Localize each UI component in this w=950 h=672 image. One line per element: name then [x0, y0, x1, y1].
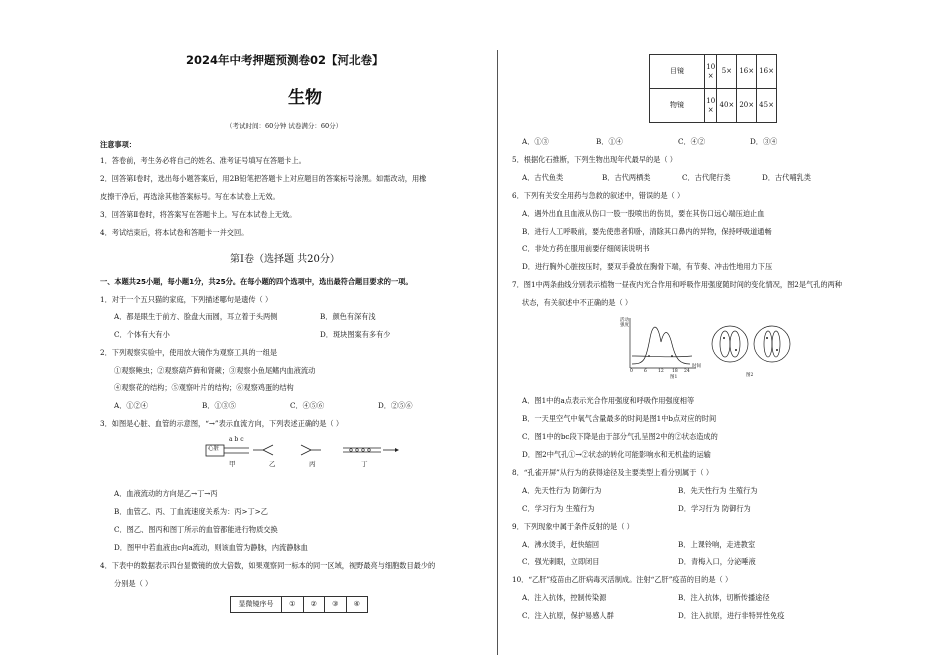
q9-option-c: C．强光刺眼，立即闭目: [522, 557, 600, 566]
q1-option-b: B．颜色有深有浅: [320, 312, 376, 321]
q7-fig1-tick-24: 24: [684, 369, 690, 374]
q7-fig1-tick-6: 6: [644, 369, 647, 374]
q1-option-d: D．斑块图案有多有少: [320, 330, 391, 339]
q4-objective-label: 物镜: [650, 89, 705, 123]
q8-option-b: B．先天性行为 生殖行为: [678, 486, 758, 495]
q7-option-a: A．图1中的a点表示光合作用强度和呼吸作用强度相等: [522, 396, 695, 405]
q3-label-ding: 丁: [361, 460, 368, 468]
note-2b: 皮擦干净后，再选涂其他答案标号。写在本试卷上无效。: [100, 192, 280, 201]
q4-th-4: ④: [346, 597, 368, 613]
q6-option-a: A．遇外出血且血液从伤口一股一股喷出的伤员，要在其伤口远心端压迫止血: [522, 209, 765, 218]
q4-option-a: A．①③: [522, 137, 549, 146]
q4-eyepiece-4: 16×: [757, 55, 777, 89]
q3-option-b: B．血管乙、丙、丁血流速度关系为：丙>丁>乙: [114, 507, 268, 516]
q8-stem: 8．“孔雀开屏”从行为的获得途径及主要类型上看分别属于（ ）: [512, 468, 714, 477]
q10-option-b: B．注入抗体，切断传播途径: [678, 593, 770, 602]
q9-option-d: D．青梅入口，分泌唾液: [678, 557, 756, 566]
q3-vessel-diagram: [205, 437, 405, 471]
q3-label-bing: 丙: [309, 460, 316, 468]
q4-option-c: C．④②: [678, 137, 706, 146]
q3-label-jia: 甲: [229, 460, 236, 468]
q2-option-a: A．①②④: [114, 401, 148, 410]
q7-fig1-tick-18: 18: [672, 369, 678, 374]
q10-option-d: D．注入抗原，进行非特异性免疫: [678, 611, 785, 620]
q1-option-a: A．都是眼生于前方、脸盘大而圆，耳立着于头两侧: [114, 312, 278, 321]
column-divider: [497, 50, 498, 655]
q8-option-c: C．学习行为 生殖行为: [522, 504, 595, 513]
subject-title: 生物: [288, 88, 322, 108]
q9-option-b: B．上课铃响，走进教室: [678, 540, 756, 549]
q5-option-a: A．古代鱼类: [522, 173, 564, 182]
q10-stem: 10．“乙肝”疫苗由乙肝病毒灭活制成。注射“乙肝”疫苗的目的是（ ）: [512, 575, 733, 584]
q2-list-1: ①观察鲍虫；②观察葫芦藓和肾蕨；③观察小鱼尾鳍内血液流动: [114, 366, 316, 375]
q4-th-2: ②: [303, 597, 325, 613]
q4-th-3: ③: [325, 597, 347, 613]
q4-eyepiece-1: 10 ×: [705, 55, 717, 89]
note-4: 4．考试结束后，将本试卷和答题卡一并交回。: [100, 228, 249, 237]
q7-stem-2: 状态，有关叙述中不正确的是（ ）: [522, 298, 633, 307]
q2-list-2: ④观察花的结构；⑤观察叶片的结构；⑥观察鸡蛋的结构: [114, 383, 294, 392]
q1-stem: 1．对于一个五只猫的家庭，下列描述哪句是遗传（ ）: [100, 295, 273, 304]
q7-fig1-xlabel: 时间: [692, 364, 701, 369]
q2-option-d: D．②⑤⑥: [378, 401, 413, 410]
part1-intro: 一、本题共25小题，每小题1分，共25分。在每小题的四个选项中，选出最符合题目要求的一项。: [100, 277, 413, 286]
q10-option-c: C．注入抗原，保护易感人群: [522, 611, 614, 620]
q9-stem: 9．下列现象中属于条件反射的是（ ）: [512, 522, 634, 531]
q4-objective-3: 20×: [737, 89, 757, 123]
q8-option-a: A．先天性行为 防御行为: [522, 486, 602, 495]
q3-option-c: C．图乙、图丙和图丁所示的血管都能进行物质交换: [114, 525, 278, 534]
q7-option-c: C．图1中的bc段下降是由于部分气孔呈图2中的②状态造成的: [522, 432, 718, 441]
q4-stem-1: 4．下表中的数据表示四台显微镜的放大倍数，如果观察同一标本的同一区域，视野最亮与细胞数目最少的: [100, 561, 436, 570]
q6-option-b: B．进行人工呼吸前，要先使患者仰卧，清除其口鼻内的异物，保持呼吸道通畅: [522, 227, 772, 236]
q3-label-yi: 乙: [269, 460, 276, 468]
q7-option-b: B．一天里空气中氧气含量最多的时间是图1中b点对应的时间: [522, 414, 717, 423]
q3-heart-label: 心脏: [208, 446, 220, 452]
q7-figure-2: [708, 318, 798, 380]
q4-eyepiece-2: 5×: [717, 55, 737, 89]
q7-fig1-tick-0: 0: [630, 369, 633, 374]
note-3: 3．回答第Ⅱ卷时，将答案写在答题卡上。写在本试卷上无效。: [100, 210, 297, 219]
q3-stem: 3．如图是心脏、血管的示意图，“→”表示血流方向，下列表述正确的是（ ）: [100, 419, 344, 428]
q7-fig1-tick-12: 12: [658, 369, 664, 374]
q5-option-c: C．古代爬行类: [682, 173, 731, 182]
note-1: 1．答卷前，考生务必将自己的姓名、准考证号填写在答题卡上。: [100, 156, 306, 165]
q8-option-d: D．学习行为 防御行为: [678, 504, 751, 513]
q4-stem-2: 分别是（ ）: [114, 579, 153, 588]
q5-option-d: D．古代哺乳类: [762, 173, 811, 182]
q4-table-body: [649, 54, 777, 123]
q7-option-d: D．图2中气孔①→②状态的转化可能影响水和无机盐的运输: [522, 450, 711, 459]
q3-abc-label: a b c: [229, 436, 244, 443]
q4-eyepiece-label: 目镜: [650, 55, 705, 89]
exam-info: （考试时间：60分钟 试卷满分：60分）: [226, 122, 343, 130]
notes-heading: 注意事项：: [100, 140, 136, 149]
q7-figure-1: [620, 314, 700, 382]
q7-fig1-caption: 图1: [670, 375, 678, 380]
q3-option-a: A．血液流动的方向是乙→丁→丙: [114, 489, 218, 498]
exam-title: 2024年中考押题预测卷02【河北卷】: [186, 53, 384, 67]
q7-fig1-ylabel: 活动 强度: [620, 318, 629, 329]
q4-objective-4: 45×: [757, 89, 777, 123]
q4-th-label: 显微镜序号: [231, 597, 282, 613]
q6-option-c: C．非处方药在服用前要仔细阅读说明书: [522, 244, 650, 253]
q3-option-d: D．图甲中若血液由c向a流动，则该血管为静脉，内流静脉血: [114, 543, 308, 552]
q7-fig2-caption: 图2: [746, 373, 754, 378]
q4-option-d: D．③④: [750, 137, 778, 146]
note-2a: 2．回答第Ⅰ卷时，选出每小题答案后，用2B铅笔把答题卡上对应题目的答案标号涂黑。如需改动，用橡: [100, 174, 427, 183]
q4-objective-2: 40×: [717, 89, 737, 123]
q4-option-b: B．①④: [596, 137, 623, 146]
q4-th-1: ①: [282, 597, 304, 613]
q6-stem: 6．下列有关安全用药与急救的叙述中，错误的是（ ）: [512, 191, 685, 200]
part1-title: 第Ⅰ卷（选择题 共20分）: [230, 254, 340, 265]
q4-eyepiece-3: 16×: [737, 55, 757, 89]
q9-option-a: A．沸水烫手，赶快缩回: [522, 540, 600, 549]
q5-option-b: B．古代两栖类: [602, 173, 651, 182]
q2-option-c: C．④⑤⑥: [290, 401, 325, 410]
q5-stem: 5．根据化石推断，下列生物出现年代最早的是（ ）: [512, 155, 677, 164]
q4-objective-1: 10 ×: [705, 89, 717, 123]
q4-table-header: [230, 596, 368, 613]
q2-option-b: B．①③⑤: [202, 401, 237, 410]
q7-stem-1: 7．图1中两条曲线分别表示植物一昼夜内光合作用和呼吸作用强度随时间的变化情况，图2是气孔的两种: [512, 280, 842, 289]
q1-option-c: C．个体有大有小: [114, 330, 170, 339]
q2-stem: 2．下列观察实验中，使用放大镜作为观察工具的一组是: [100, 348, 278, 357]
q6-option-d: D．进行胸外心脏按压时，要双手叠放在胸骨下端，有节奏、冲击性地用力下压: [522, 262, 773, 271]
q10-option-a: A．注入抗体，控制传染源: [522, 593, 607, 602]
q7-fig2-svg: [708, 318, 798, 380]
